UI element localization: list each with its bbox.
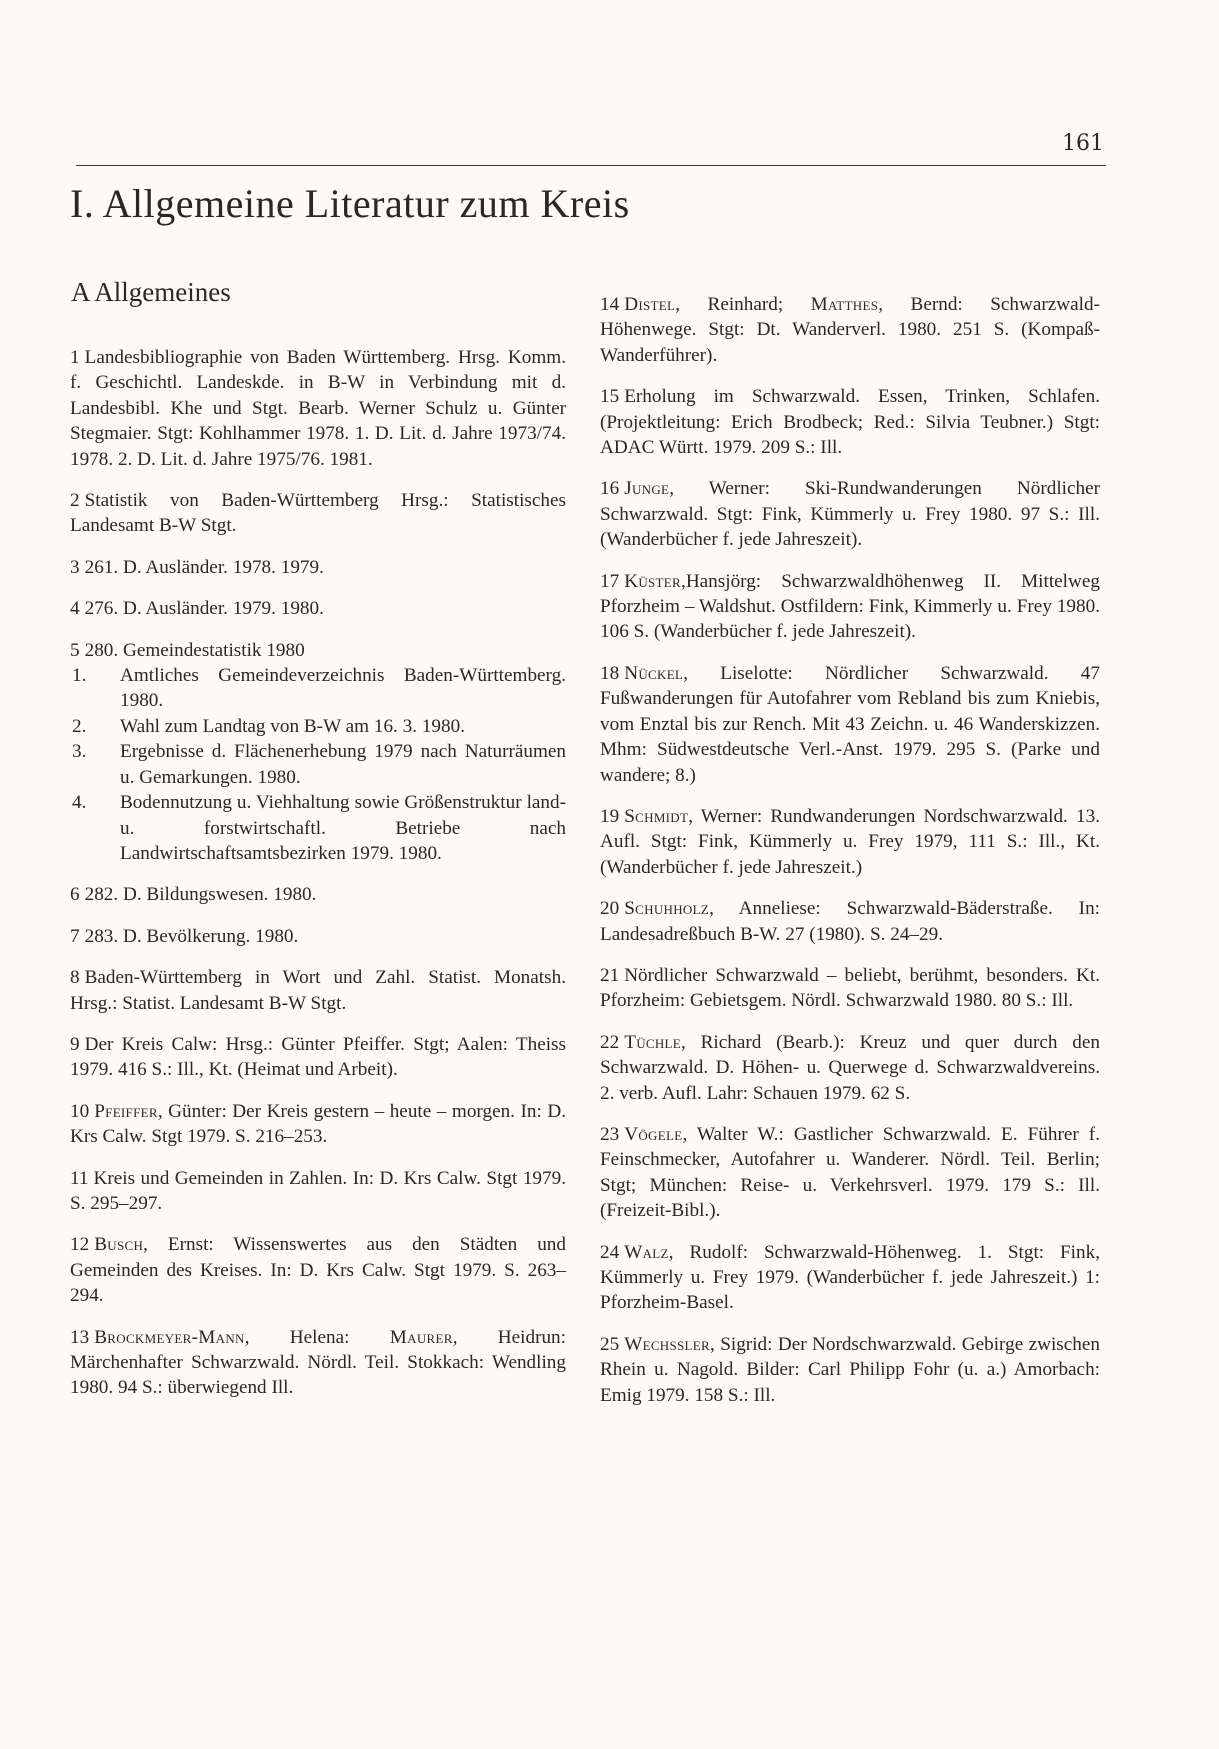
entry-number: 18	[600, 662, 620, 684]
bibliography-entry	[600, 963, 1100, 1014]
header-rule	[76, 165, 1106, 166]
entry-author: Maurer	[389, 1326, 453, 1348]
entry-number: 14	[600, 294, 620, 315]
bibliography-entry	[70, 1099, 566, 1150]
bibliography-entry	[70, 965, 566, 1016]
bibliography-entry	[600, 661, 1100, 788]
entry-author: Schuhholz	[624, 898, 710, 920]
bibliography-entry	[70, 1032, 566, 1083]
entry-number: 2	[70, 490, 80, 512]
entry-number: 13	[70, 1326, 90, 1348]
sub-item	[70, 790, 566, 866]
sub-item-list	[70, 663, 566, 866]
entry-text: , Walter W.: Gastlicher Schwarzwald. E. Führer f. Feinschmecker, Autofahrer u. Wanderer. Nördl. Teil. Berlin; Stgt; München: Reise- u. Verkehrsverl. 1979. 179 S.: Ill. (Freizeit-Bibl.).	[600, 1123, 1100, 1222]
entry-author: Brockmeyer-Mann	[94, 1326, 245, 1348]
bibliography-entry	[70, 1166, 566, 1217]
bibliography-entry	[600, 569, 1100, 645]
bibliography-entry	[600, 384, 1100, 460]
bibliography-entry	[600, 476, 1100, 552]
entry-text: , Ernst: Wissenswertes aus den Städten und Gemeinden des Kreises. In: D. Krs Calw. Stgt 1979. S. 263–294.	[70, 1234, 566, 1307]
bibliography-entry	[70, 488, 566, 539]
sub-item-text: Bodennutzung u. Viehhaltung sowie Größenstruktur land- u. forstwirtschaftl. Betriebe nach Landwirtschaftsamtsbezirken 1979. 1980.	[120, 792, 566, 864]
entry-text: , Anneliese: Schwarzwald-Bäderstraße. In: Landesadreßbuch B-W. 27 (1980). S. 24–29.	[600, 898, 1100, 945]
page-number: 161	[1062, 131, 1104, 156]
bibliography-entry	[70, 924, 566, 949]
bibliography-entry	[600, 1332, 1100, 1408]
entry-number: 9	[70, 1033, 80, 1055]
entry-text: 276. D. Ausländer. 1979. 1980.	[84, 598, 324, 620]
bibliography-entry	[600, 1240, 1100, 1316]
entry-number: 21	[600, 964, 620, 986]
entry-author: Tüchle	[624, 1031, 682, 1053]
entry-text: , Rudolf: Schwarzwald-Höhenweg. 1. Stgt: Fink, Kümmerly u. Frey 1979. (Wanderbücher f. jede Jahreszeit.) 1: Pforzheim-Basel.	[600, 1241, 1100, 1314]
entry-author: Distel	[624, 294, 676, 315]
entry-text: Kreis und Gemeinden in Zahlen. In: D. Krs Calw. Stgt 1979. S. 295–297.	[70, 1167, 566, 1214]
entry-number: 16	[600, 478, 620, 500]
entry-number: 5	[70, 639, 80, 661]
bibliography-entry	[70, 555, 566, 580]
bibliography-entry	[70, 596, 566, 621]
entry-text: Landesbibliographie von Baden Württemberg. Hrsg. Komm. f. Geschichtl. Landeskde. in B-W in Verbindung mit d. Landesbibl. Khe und Stgt. Bearb. Werner Schulz u. Günter Stegmaier. Stgt: Kohlhammer 1978. 1. D. Lit. d. Jahre 1973/74. 1978. 2. D. Lit. d. Jahre 1975/76. 1981.	[70, 347, 566, 470]
entry-text: , Sigrid: Der Nordschwarzwald. Gebirge zwischen Rhein u. Nagold. Bilder: Carl Philipp Fohr (u. a.) Amorbach: Emig 1979. 158 S.: Ill.	[600, 1333, 1100, 1406]
entry-number: 23	[600, 1123, 620, 1145]
entry-text: 282. D. Bildungswesen. 1980.	[84, 884, 317, 906]
bibliography-entry	[600, 1030, 1100, 1106]
sub-item	[70, 739, 566, 790]
entry-text: , Bernd: Schwarzwald-Höhenwege. Stgt: Dt. Wanderverl. 1980. 251 S. (Kompaß-Wanderführer).	[600, 294, 1100, 366]
entry-number: 12	[70, 1234, 90, 1256]
entry-number: 8	[70, 967, 80, 989]
entry-text: , Werner: Ski-Rundwanderungen Nördlicher Schwarzwald. Stgt: Fink, Kümmerly u. Frey 1980. 97 S.: Ill. (Wanderbücher f. jede Jahreszeit).	[600, 478, 1100, 551]
entry-text: , Liselotte: Nördlicher Schwarzwald. 47 Fußwanderungen für Autofahrer vom Rebland bis zum Kniebis, vom Enztal bis zur Rench. Mit 43 Zeichn. u. 46 Wanderskizzen. Mhm: Südwestdeutsche Verl.-Anst. 1979. 295 S. (Parke und wandere; 8.)	[600, 662, 1100, 786]
entry-author: Junge	[624, 478, 670, 500]
entry-text: , Heidrun: Märchenhafter Schwarzwald. Nördl. Teil. Stokkach: Wendling 1980. 94 S.: überwiegend Ill.	[70, 1326, 566, 1399]
entry-text: , Werner: Rundwanderungen Nordschwarzwald. 13. Aufl. Stgt: Fink, Kümmerly u. Frey 1979, 111 S.: Ill., Kt. (Wanderbücher f. jede Jahreszeit.)	[600, 805, 1100, 878]
sub-item-number: 1.	[72, 665, 87, 687]
bibliography-entry	[70, 1232, 566, 1308]
entry-text: 280. Gemeindestatistik 1980	[84, 639, 305, 661]
entry-number: 25	[600, 1333, 620, 1355]
chapter-heading: I. Allgemeine Literatur zum Kreis	[70, 181, 630, 226]
entry-text: Statistik von Baden-Württemberg Hrsg.: Statistisches Landesamt B-W Stgt.	[70, 490, 566, 537]
bibliography-entry	[600, 292, 1100, 368]
entry-author: Walz	[624, 1241, 669, 1263]
entry-number: 24	[600, 1241, 620, 1263]
bibliography-entry	[600, 896, 1100, 947]
sub-item-number: 4.	[72, 792, 87, 814]
left-column	[70, 345, 566, 1417]
section-heading: A Allgemeines	[71, 277, 231, 307]
entry-author: Wechssler	[624, 1333, 711, 1355]
entry-author: Busch	[94, 1234, 144, 1256]
entry-text: ,Hansjörg: Schwarzwaldhöhenweg II. Mittelweg Pforzheim – Waldshut. Ostfildern: Fink, Kimmerly u. Frey 1980. 106 S. (Wanderbücher f. jede Jahreszeit).	[600, 570, 1100, 643]
bibliography-entry	[600, 1122, 1100, 1224]
bibliography-entry	[70, 345, 566, 472]
entry-text: , Helena:	[244, 1326, 390, 1348]
entry-number: 4	[70, 598, 80, 620]
bibliography-entry	[70, 1325, 566, 1401]
entry-text: 261. D. Ausländer. 1978. 1979.	[84, 556, 324, 578]
bibliography-entry	[70, 882, 566, 907]
bibliography-entry	[600, 804, 1100, 880]
entry-number: 19	[600, 805, 620, 827]
sub-item	[70, 714, 566, 739]
entry-text: Erholung im Schwarzwald. Essen, Trinken, Schlafen. (Projektleitung: Erich Brodbeck; Red.: Silvia Teubner.) Stgt: ADAC Württ. 1979. 209 S.: Ill.	[600, 386, 1100, 459]
sub-item-text: Ergebnisse d. Flächenerhebung 1979 nach Naturräumen u. Gemarkungen. 1980.	[120, 741, 566, 788]
entry-text: Nördlicher Schwarzwald – beliebt, berühmt, besonders. Kt. Pforzheim: Gebietsgem. Nördl. Schwarzwald 1980. 80 S.: Ill.	[600, 964, 1100, 1012]
sub-item-number: 2.	[72, 715, 87, 737]
entry-number: 20	[600, 898, 620, 920]
entry-text: 283. D. Bevölkerung. 1980.	[84, 925, 299, 947]
entry-number: 22	[600, 1031, 620, 1053]
entry-author: Schmidt	[624, 805, 689, 827]
entry-author: Matthes	[810, 294, 879, 315]
entry-number: 1	[70, 347, 80, 368]
sub-item-text: Wahl zum Landtag von B-W am 16. 3. 1980.	[120, 715, 466, 737]
sub-item-number: 3.	[72, 741, 87, 763]
sub-item	[70, 663, 566, 714]
entry-text: Baden-Württemberg in Wort und Zahl. Statist. Monatsh. Hrsg.: Statist. Landesamt B-W Stgt.	[70, 967, 566, 1014]
entry-author: Nückel	[624, 662, 684, 684]
bibliography-entry	[70, 638, 566, 663]
entry-text: Der Kreis Calw: Hrsg.: Günter Pfeiffer. Stgt; Aalen: Theiss 1979. 416 S.: Ill., Kt. (Heimat und Arbeit).	[70, 1033, 566, 1081]
entry-number: 3	[70, 556, 80, 578]
entry-text: , Reinhard;	[675, 294, 811, 315]
entry-text: , Richard (Bearb.): Kreuz und quer durch den Schwarzwald. D. Höhen- u. Querwege d. Schwarzwaldvereins. 2. verb. Aufl. Lahr: Schauen 1979. 62 S.	[600, 1031, 1100, 1104]
entry-author: Küster	[624, 570, 682, 592]
entry-text: , Günter: Der Kreis gestern – heute – morgen. In: D. Krs Calw. Stgt 1979. S. 216–253.	[70, 1100, 566, 1148]
entry-number: 10	[70, 1100, 90, 1122]
entry-number: 17	[600, 570, 620, 592]
right-column	[600, 292, 1100, 1424]
sub-item-text: Amtliches Gemeindeverzeichnis Baden-Württemberg. 1980.	[120, 665, 566, 712]
entry-number: 6	[70, 884, 80, 906]
entry-number: 11	[70, 1167, 89, 1189]
entry-number: 7	[70, 925, 80, 947]
entry-author: Pfeiffer	[94, 1100, 158, 1122]
entry-number: 15	[600, 386, 620, 408]
entry-author: Vögele	[624, 1123, 683, 1145]
